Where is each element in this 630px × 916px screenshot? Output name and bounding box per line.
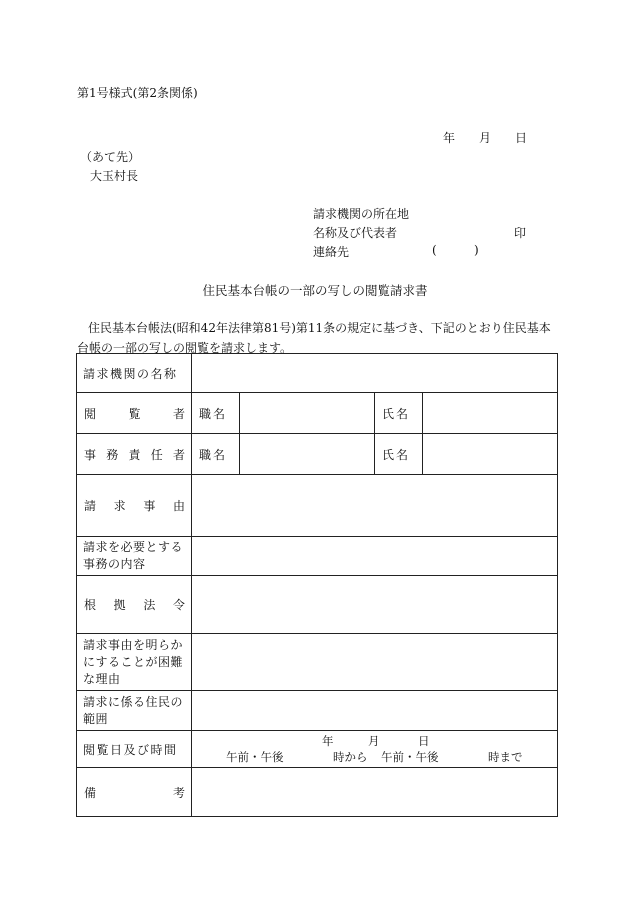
scope-field[interactable] — [192, 691, 558, 731]
difficulty-field[interactable] — [192, 634, 558, 691]
name-label-char: 氏 — [382, 447, 395, 462]
difficulty-label: 請求事由を明らかにすることが困難な理由 — [77, 634, 192, 691]
row-org-name — [77, 354, 558, 393]
datetime-field[interactable] — [192, 731, 558, 768]
date-year-label: 年 — [443, 131, 456, 145]
legal-basis-field[interactable] — [192, 576, 558, 634]
responsible-name-field[interactable] — [423, 434, 558, 475]
position-label-char: 名 — [212, 447, 225, 462]
row-responsible — [77, 434, 558, 475]
datetime-year: 年 — [322, 734, 334, 748]
legal-basis-label-char: 拠 — [113, 598, 126, 612]
legal-basis-label-char: 根 — [84, 598, 97, 612]
row-difficulty — [77, 634, 558, 691]
name-label-char: 名 — [395, 447, 408, 462]
position-label-char: 職 — [199, 447, 212, 462]
scope-label: 請求に係る住民の範囲 — [77, 691, 192, 731]
row-necessary-work — [77, 537, 558, 576]
viewer-name-label — [375, 393, 423, 434]
reason-label-char: 事 — [143, 499, 156, 513]
contact-paren-open: ( — [432, 243, 437, 257]
reason-label-char: 求 — [113, 499, 126, 513]
form-title: 住民基本台帳の一部の写しの閲覧請求書 — [202, 283, 428, 298]
reason-label-char: 由 — [172, 499, 185, 513]
responsible-position-label — [192, 434, 240, 475]
intro-text — [77, 318, 559, 358]
responsible-label — [77, 434, 192, 475]
row-viewer — [77, 393, 558, 434]
form-number: 第1号様式(第2条関係) — [77, 86, 198, 100]
seal-mark: 印 — [514, 226, 527, 240]
responsible-position-field[interactable] — [240, 434, 375, 475]
viewer-label-char: 閲 — [84, 406, 97, 421]
requester-location-label: 請求機関の所在地 — [313, 207, 410, 221]
viewer-position-field[interactable] — [240, 393, 375, 434]
viewer-label-char: 覧 — [128, 406, 141, 421]
row-scope — [77, 691, 558, 731]
responsible-label-char: 事 — [84, 447, 97, 462]
row-remarks — [77, 768, 558, 817]
row-datetime — [77, 731, 558, 768]
remarks-label — [77, 768, 192, 817]
reason-label-char: 請 — [84, 499, 97, 513]
row-reason — [77, 475, 558, 537]
legal-basis-label-char: 法 — [143, 598, 156, 612]
datetime-to-ampm: 午前・午後 — [381, 750, 439, 764]
datetime-from-suffix: 時から — [333, 750, 368, 764]
row-legal-basis — [77, 576, 558, 634]
responsible-label-char: 責 — [128, 447, 141, 462]
position-label-char: 名 — [212, 406, 225, 421]
responsible-label-char: 者 — [172, 447, 185, 462]
org-name-label: 請求機関の名称 — [77, 354, 192, 393]
org-name-field[interactable] — [192, 354, 558, 393]
reason-label — [77, 475, 192, 537]
responsible-label-char: 務 — [106, 447, 119, 462]
remarks-field[interactable] — [192, 768, 558, 817]
date-month-label: 月 — [479, 131, 492, 145]
position-label-char: 職 — [199, 406, 212, 421]
date-day-label: 日 — [515, 131, 528, 145]
responsible-name-label — [375, 434, 423, 475]
legal-basis-label-char: 令 — [172, 598, 185, 612]
contact-label: 連絡先 — [313, 245, 350, 259]
datetime-day: 日 — [418, 734, 430, 748]
viewer-label-char: 者 — [172, 406, 185, 421]
requester-name-label: 名称及び代表者 — [313, 226, 398, 240]
viewer-position-label — [192, 393, 240, 434]
addressee: 大玉村長 — [90, 169, 139, 183]
remarks-label-char: 備 — [84, 785, 97, 800]
request-form-table — [76, 353, 558, 817]
datetime-label: 閲覧日及び時間 — [77, 731, 192, 768]
addressee-label: （あて先） — [80, 150, 141, 164]
contact-paren-close: ) — [474, 243, 479, 257]
datetime-to-suffix: 時まで — [488, 750, 523, 764]
viewer-label — [77, 393, 192, 434]
viewer-name-field[interactable] — [423, 393, 558, 434]
name-label-char: 氏 — [382, 406, 395, 421]
intro-text-body: 住民基本台帳法(昭和42年法律第81号)第11条の規定に基づき、下記のとおり住民基本台帳の一部の写しの閲覧を請求します。 — [77, 321, 551, 355]
legal-basis-label — [77, 576, 192, 634]
datetime-from-ampm: 午前・午後 — [226, 750, 284, 764]
reason-field[interactable] — [192, 475, 558, 537]
datetime-month: 月 — [368, 734, 380, 748]
remarks-label-char: 考 — [172, 785, 185, 800]
name-label-char: 名 — [395, 406, 408, 421]
necessary-work-label: 請求を必要とする事務の内容 — [77, 537, 192, 576]
responsible-label-char: 任 — [150, 447, 163, 462]
necessary-work-field[interactable] — [192, 537, 558, 576]
